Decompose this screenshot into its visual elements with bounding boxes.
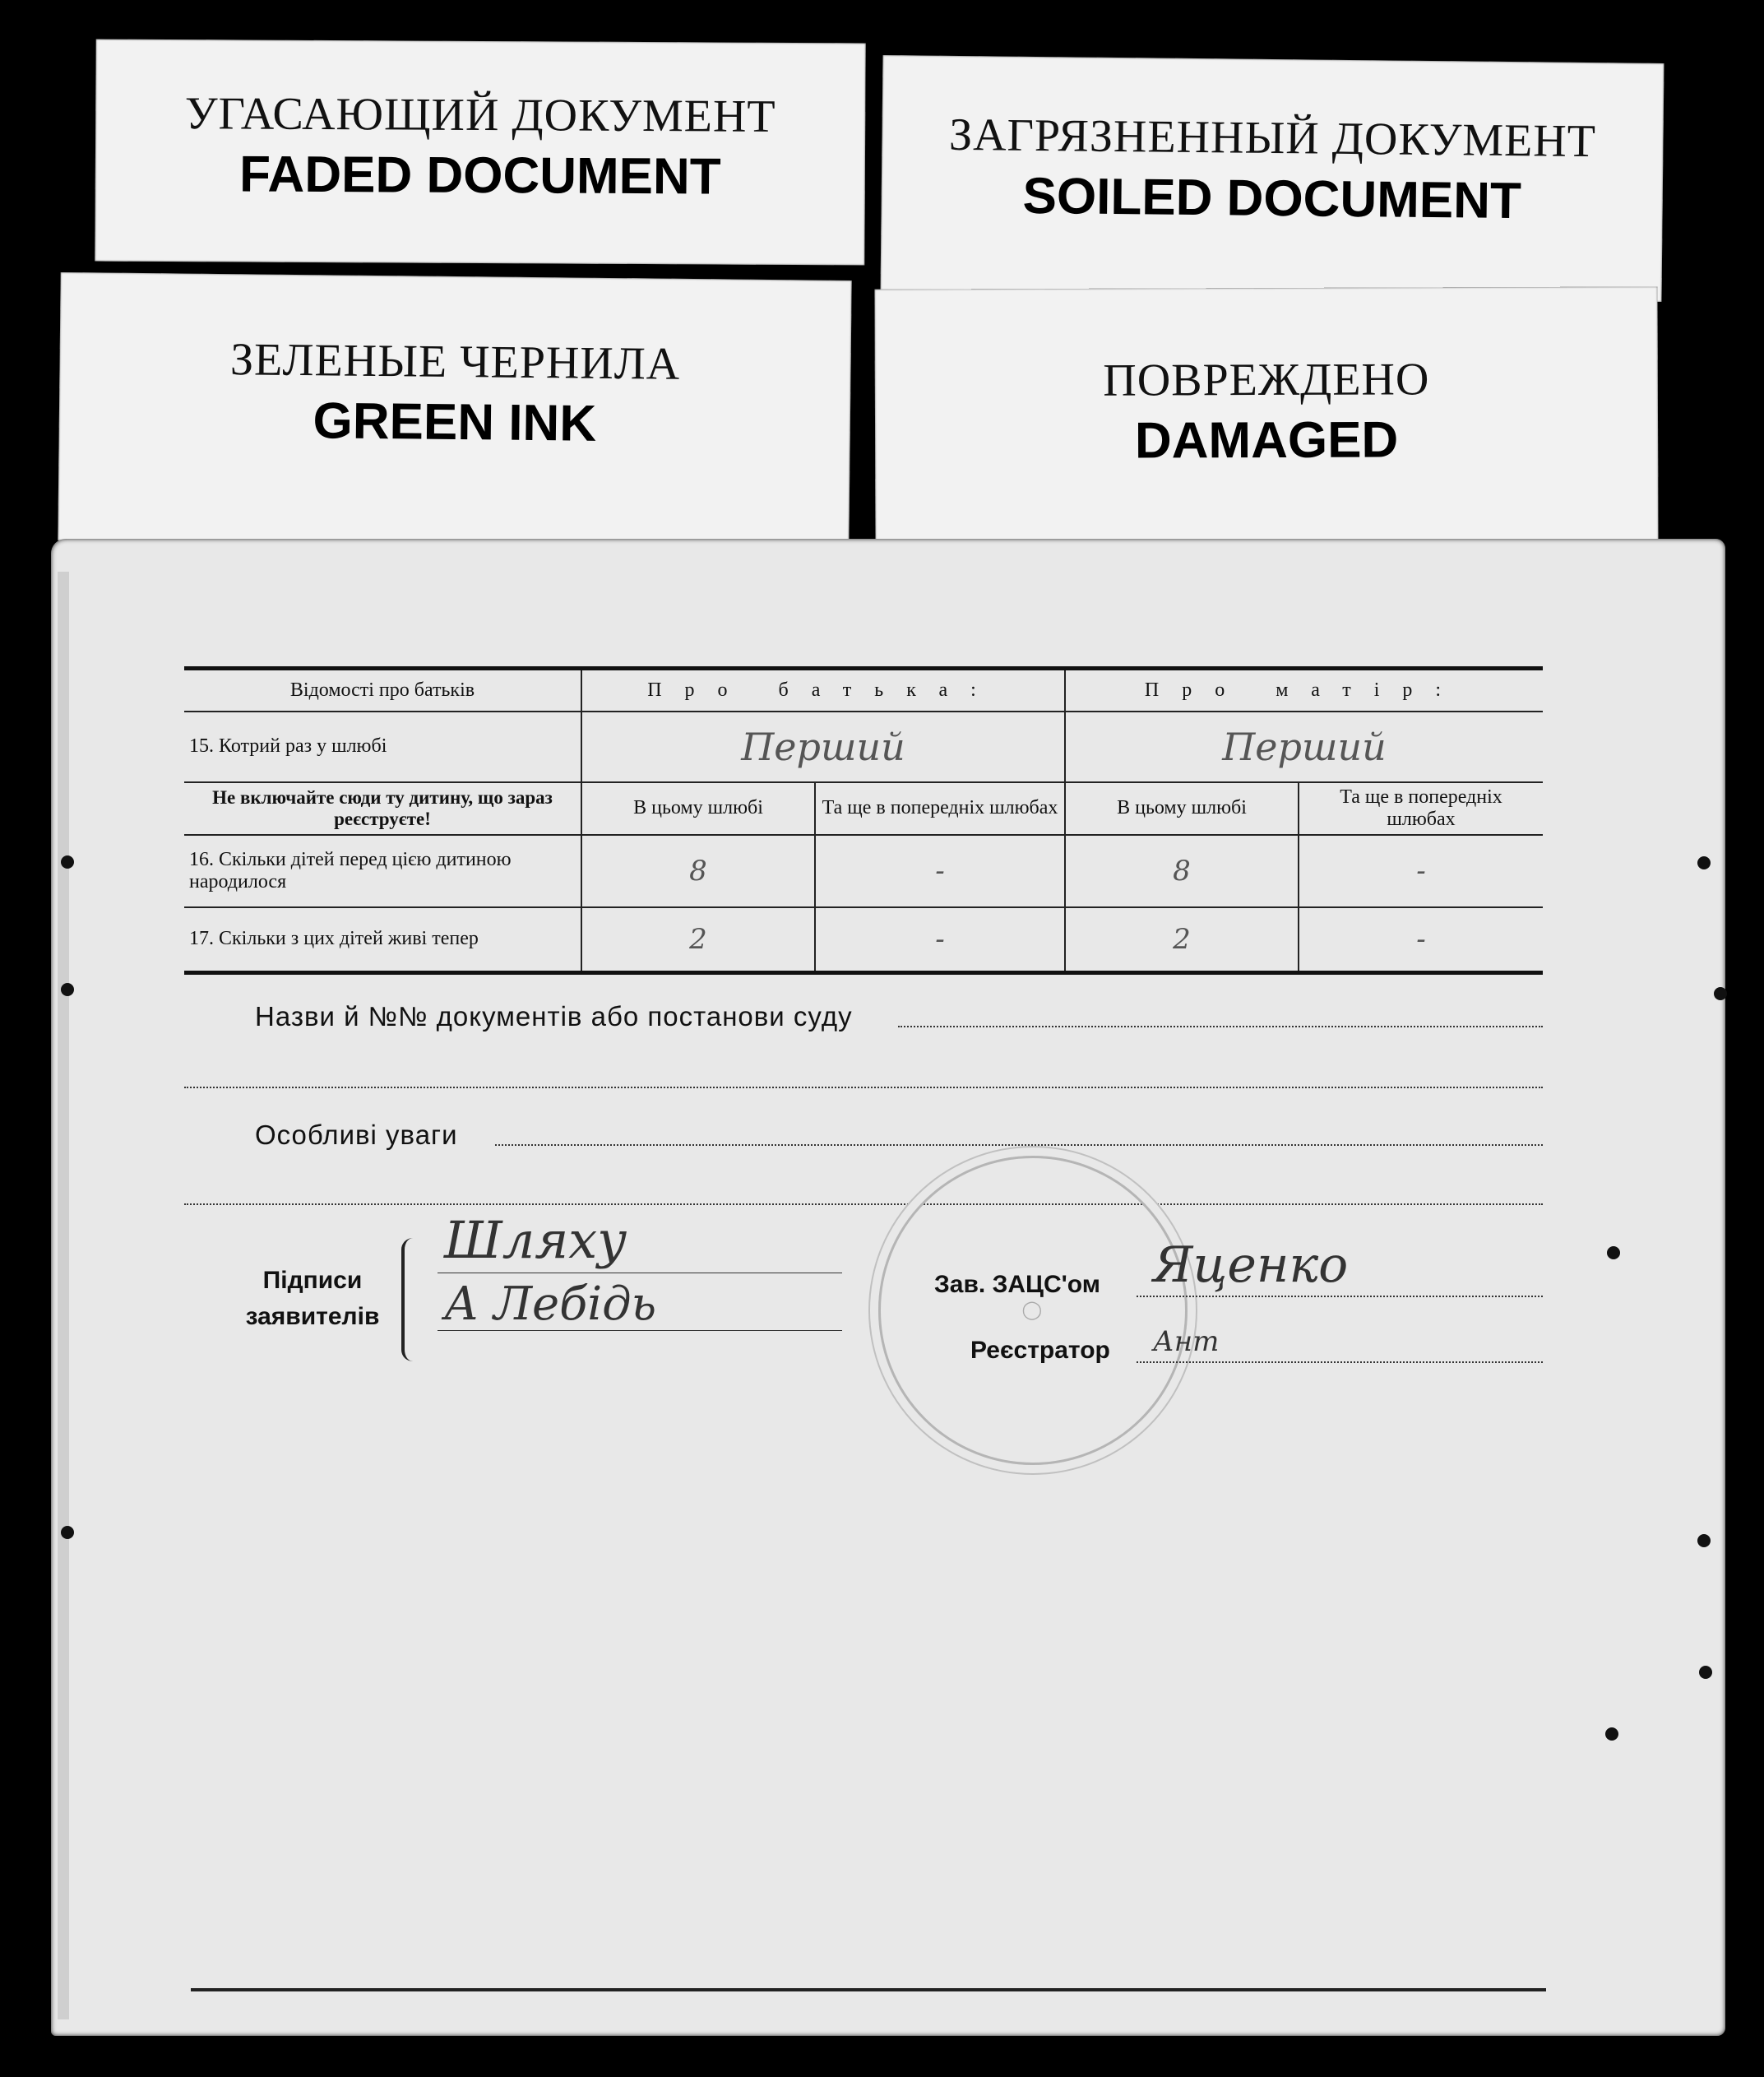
label-soiled-ru: ЗАГРЯЗНЕННЫЙ ДОКУМЕНТ — [948, 109, 1597, 168]
label-soiled-document — [881, 55, 1664, 302]
punch-hole — [1697, 856, 1711, 869]
special-notes-label: Особливі уваги — [255, 1120, 458, 1150]
punch-hole — [1714, 987, 1727, 1000]
label-faded-document — [95, 39, 865, 266]
documents-label: Назви й №№ документів або постанови суду — [255, 1001, 853, 1032]
label-faded-ru: УГАСАЮЩИЙ ДОКУМЕНТ — [184, 88, 776, 142]
header-father: Про батька: — [581, 669, 1065, 712]
label-soiled-en: SOILED DOCUMENT — [1022, 167, 1522, 230]
label-damaged-ru: ПОВРЕЖДЕНО — [1103, 354, 1430, 406]
row15-mother-value: Перший — [1065, 712, 1543, 782]
row16-father-this: 8 — [581, 835, 815, 907]
row16-mother-prev: - — [1299, 835, 1543, 907]
applicant-2-line — [438, 1330, 842, 1331]
label-faded-en: FADED DOCUMENT — [238, 146, 721, 206]
punch-hole — [1607, 1246, 1620, 1259]
documents-line-1 — [898, 1026, 1543, 1027]
row17-mother-this: 2 — [1065, 907, 1299, 973]
row15-label: 15. Котрий раз у шлюбі — [184, 712, 581, 782]
subheader-father-this: В цьому шлюбі — [581, 782, 815, 835]
row16-father-prev: - — [815, 835, 1065, 907]
applicants-label: Підписи заявителів — [245, 1267, 380, 1330]
head-signature: Яценко — [1153, 1236, 1349, 1294]
head-line — [1137, 1296, 1543, 1297]
label-green-en: GREEN INK — [313, 392, 597, 452]
parents-info-table — [184, 666, 1543, 975]
punch-hole — [61, 983, 74, 996]
header-mother: Про матір: — [1065, 669, 1543, 712]
label-damaged — [874, 286, 1658, 549]
registrar-signature: Ант — [1153, 1325, 1220, 1358]
page-edge — [58, 572, 69, 2019]
row17-label: 17. Скільки з цих дітей живі тепер — [184, 907, 581, 973]
row17-mother-prev: - — [1299, 907, 1543, 973]
documents-line-2 — [184, 1087, 1543, 1088]
punch-hole — [1699, 1666, 1712, 1679]
head-label: Зав. ЗАЦС'ом — [934, 1271, 1100, 1298]
punch-hole — [61, 855, 74, 869]
subheader-mother-previous: Та ще в попередніх шлюбах — [1299, 782, 1543, 835]
row17-father-this: 2 — [581, 907, 815, 973]
bottom-rule — [191, 1988, 1546, 1991]
punch-hole — [1697, 1534, 1711, 1547]
document-page — [51, 539, 1725, 2036]
registrar-line — [1137, 1361, 1543, 1363]
special-notes-line-2 — [184, 1203, 1543, 1205]
subheader-mother-this: В цьому шлюбі — [1065, 782, 1299, 835]
label-damaged-en: DAMAGED — [1134, 411, 1399, 470]
label-green-ink — [58, 272, 851, 549]
row17-father-prev: - — [815, 907, 1065, 973]
applicant-2-signature: А Лебідь — [444, 1277, 657, 1331]
row15-father-value: Перший — [581, 712, 1065, 782]
subheader-father-previous: Та ще в попередніх шлюбах — [815, 782, 1065, 835]
applicants-brace — [401, 1238, 421, 1361]
label-green-ru: ЗЕЛЕНЫЕ ЧЕРНИЛА — [229, 334, 681, 390]
punch-hole — [61, 1526, 74, 1539]
applicant-1-signature: Шляху — [444, 1210, 627, 1270]
row16-label: 16. Скільки дітей перед цією дитиною народилося — [184, 835, 581, 907]
punch-hole — [1605, 1727, 1618, 1741]
registrar-label: Реєстратор — [970, 1337, 1110, 1364]
subheader-note: Не включайте сюди ту дитину, що зараз реєструєте! — [184, 782, 581, 835]
header-parents-info: Відомості про батьків — [184, 669, 581, 712]
row16-mother-this: 8 — [1065, 835, 1299, 907]
official-stamp — [878, 1156, 1188, 1465]
stamp-seal-text: ◯ — [1019, 1296, 1048, 1324]
